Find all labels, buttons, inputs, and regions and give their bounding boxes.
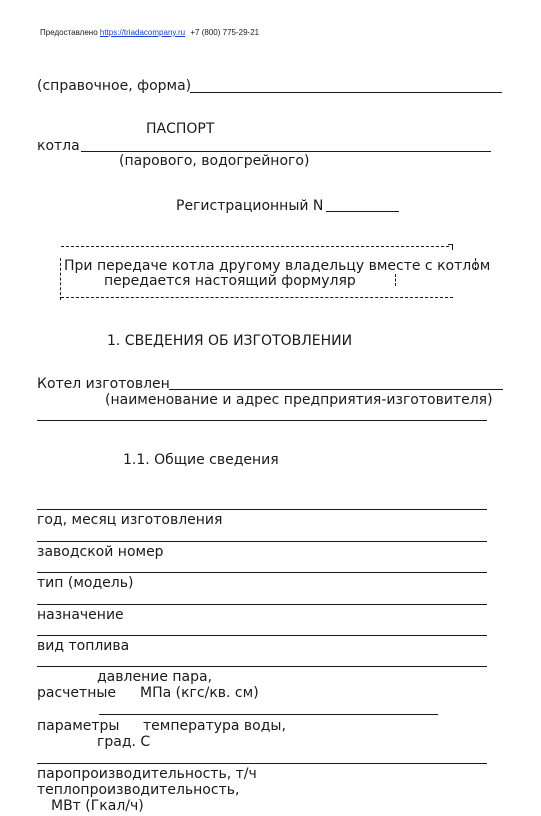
boiler-label: котла	[37, 138, 80, 154]
fuel-label: вид топлива	[37, 638, 130, 654]
phone-number: +7 (800) 775-29-21	[190, 28, 260, 37]
header-bar	[40, 28, 259, 38]
mw-label: МВт (Гкал/ч)	[51, 798, 144, 814]
reference-form-label: (справочное, форма)	[37, 78, 192, 94]
type-model-label: тип (модель)	[37, 575, 134, 591]
boiler-types-hint: (парового, водогрейного)	[119, 153, 310, 169]
heat-capacity-label: теплопроизводительность,	[37, 782, 240, 798]
provided-label: Предоставлено	[40, 28, 98, 37]
purpose-blank[interactable]	[37, 604, 487, 605]
notice-box-bottom	[61, 297, 453, 298]
type-model-blank[interactable]	[37, 572, 487, 573]
registration-label: Регистрационный N	[176, 198, 324, 214]
deg-c-label: град. С	[97, 734, 151, 750]
water-temp-label: температура воды,	[143, 718, 286, 734]
manufacturer-hint: (наименование и адрес предприятия-изготовителя)	[105, 392, 493, 408]
manufacturer-blank-2[interactable]	[37, 420, 487, 421]
water-temp-blank[interactable]	[37, 763, 487, 764]
registration-blank[interactable]	[326, 211, 399, 212]
serial-label: заводской номер	[37, 544, 164, 560]
steam-capacity-label: паропроизводительность, т/ч	[37, 766, 257, 782]
steam-pressure-blank[interactable]	[37, 666, 487, 667]
notice-box-corner-tick	[448, 244, 453, 245]
mpa-blank[interactable]	[99, 714, 438, 715]
purpose-label: назначение	[37, 607, 124, 623]
company-link[interactable]: https://triadacompany.ru	[99, 28, 186, 37]
passport-title: ПАСПОРТ	[146, 121, 215, 137]
section-1-title: 1. СВЕДЕНИЯ ОБ ИЗГОТОВЛЕНИИ	[107, 333, 353, 349]
boiler-blank[interactable]	[81, 151, 491, 152]
notice-box-right-lower	[395, 274, 396, 286]
notice-line-2: передается настоящий формуляр	[104, 273, 356, 289]
steam-pressure-label: давление пара,	[97, 669, 213, 685]
design-label: расчетные	[37, 685, 117, 701]
parameters-label: параметры	[37, 718, 120, 734]
subsection-title: 1.1. Общие сведения	[123, 452, 279, 468]
reference-form-blank[interactable]	[190, 92, 502, 93]
manufactured-label: Котел изготовлен	[37, 376, 170, 392]
year-month-label: год, месяц изготовления	[37, 512, 223, 528]
mpa-label: МПа (кгс/кв. см)	[140, 685, 259, 701]
notice-box-left	[60, 258, 61, 300]
fuel-blank[interactable]	[37, 635, 487, 636]
notice-box-top	[61, 246, 449, 247]
notice-line-1: При передаче котла другому владельцу вместе с котлом	[64, 258, 491, 274]
year-month-blank[interactable]	[37, 509, 487, 510]
serial-blank[interactable]	[37, 541, 487, 542]
manufactured-blank[interactable]	[169, 389, 503, 390]
